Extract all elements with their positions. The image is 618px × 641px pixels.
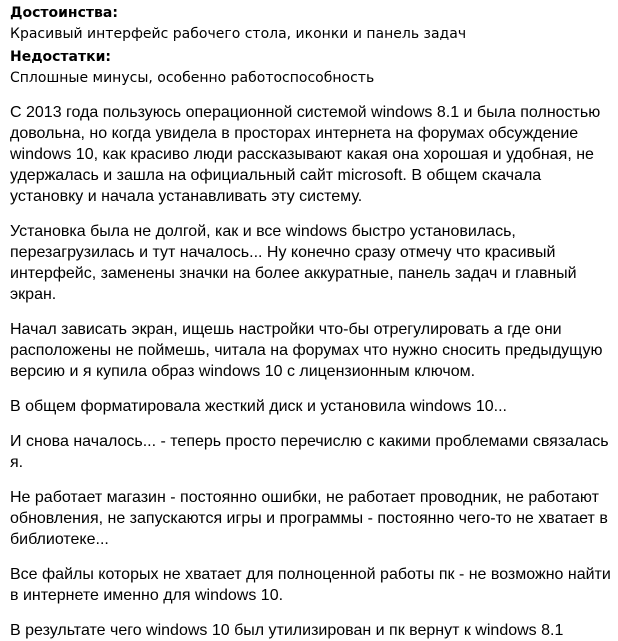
review-paragraph: С 2013 года пользуюсь операционной системой windows 8.1 и была полностью довольна, но когда увидела в просторах интернета на форумах обсуждение windows 10, как красиво люди рассказывают какая она хорошая и удобная, не удержалась и зашла на официальный сайт microsoft. В общем скачала установку и начала устанавливать эту систему.	[10, 104, 601, 205]
review-paragraph: Установка была не долгой, как и все windows быстро установилась, перезагрузилась и тут началось... Ну конечно сразу отмечу что красивый интерфейс, заменены значки на более аккуратные, панель задач и главный экран.	[10, 223, 577, 303]
review-paragraph: Все файлы которых не хватает для полноценной работы пк - не возможно найти в интернете именно для windows 10.	[10, 566, 611, 604]
review-body	[10, 102, 618, 641]
cons-section	[10, 47, 618, 89]
cons-label: Недостатки:	[10, 49, 112, 65]
review-paragraph: Начал зависать экран, ищешь настройки что-бы отрегулировать а где они расположены не поймешь, читала на форумах что нужно сносить предыдущую версию и я купила образ windows 10 с лицензионным ключом.	[10, 321, 603, 380]
pros-section	[10, 3, 618, 45]
review-paragraph: В результате чего windows 10 был утилизирован и пк вернут к windows 8.1	[10, 622, 564, 639]
review-paragraph: Не работает магазин - постоянно ошибки, не работает проводник, не работают обновления, не запускаются игры и программы - постоянно чего-то не хватает в библиотеке...	[10, 489, 608, 548]
pros-label: Достоинства:	[10, 5, 118, 21]
cons-text: Сплошные минусы, особенно работоспособность	[10, 70, 375, 86]
pros-text: Красивый интерфейс рабочего стола, иконки и панель задач	[10, 26, 467, 42]
review-paragraph: В общем форматировала жесткий диск и установила windows 10...	[10, 398, 507, 415]
review-paragraph: И снова началось... - теперь просто перечислю с какими проблемами связалась я.	[10, 433, 609, 471]
